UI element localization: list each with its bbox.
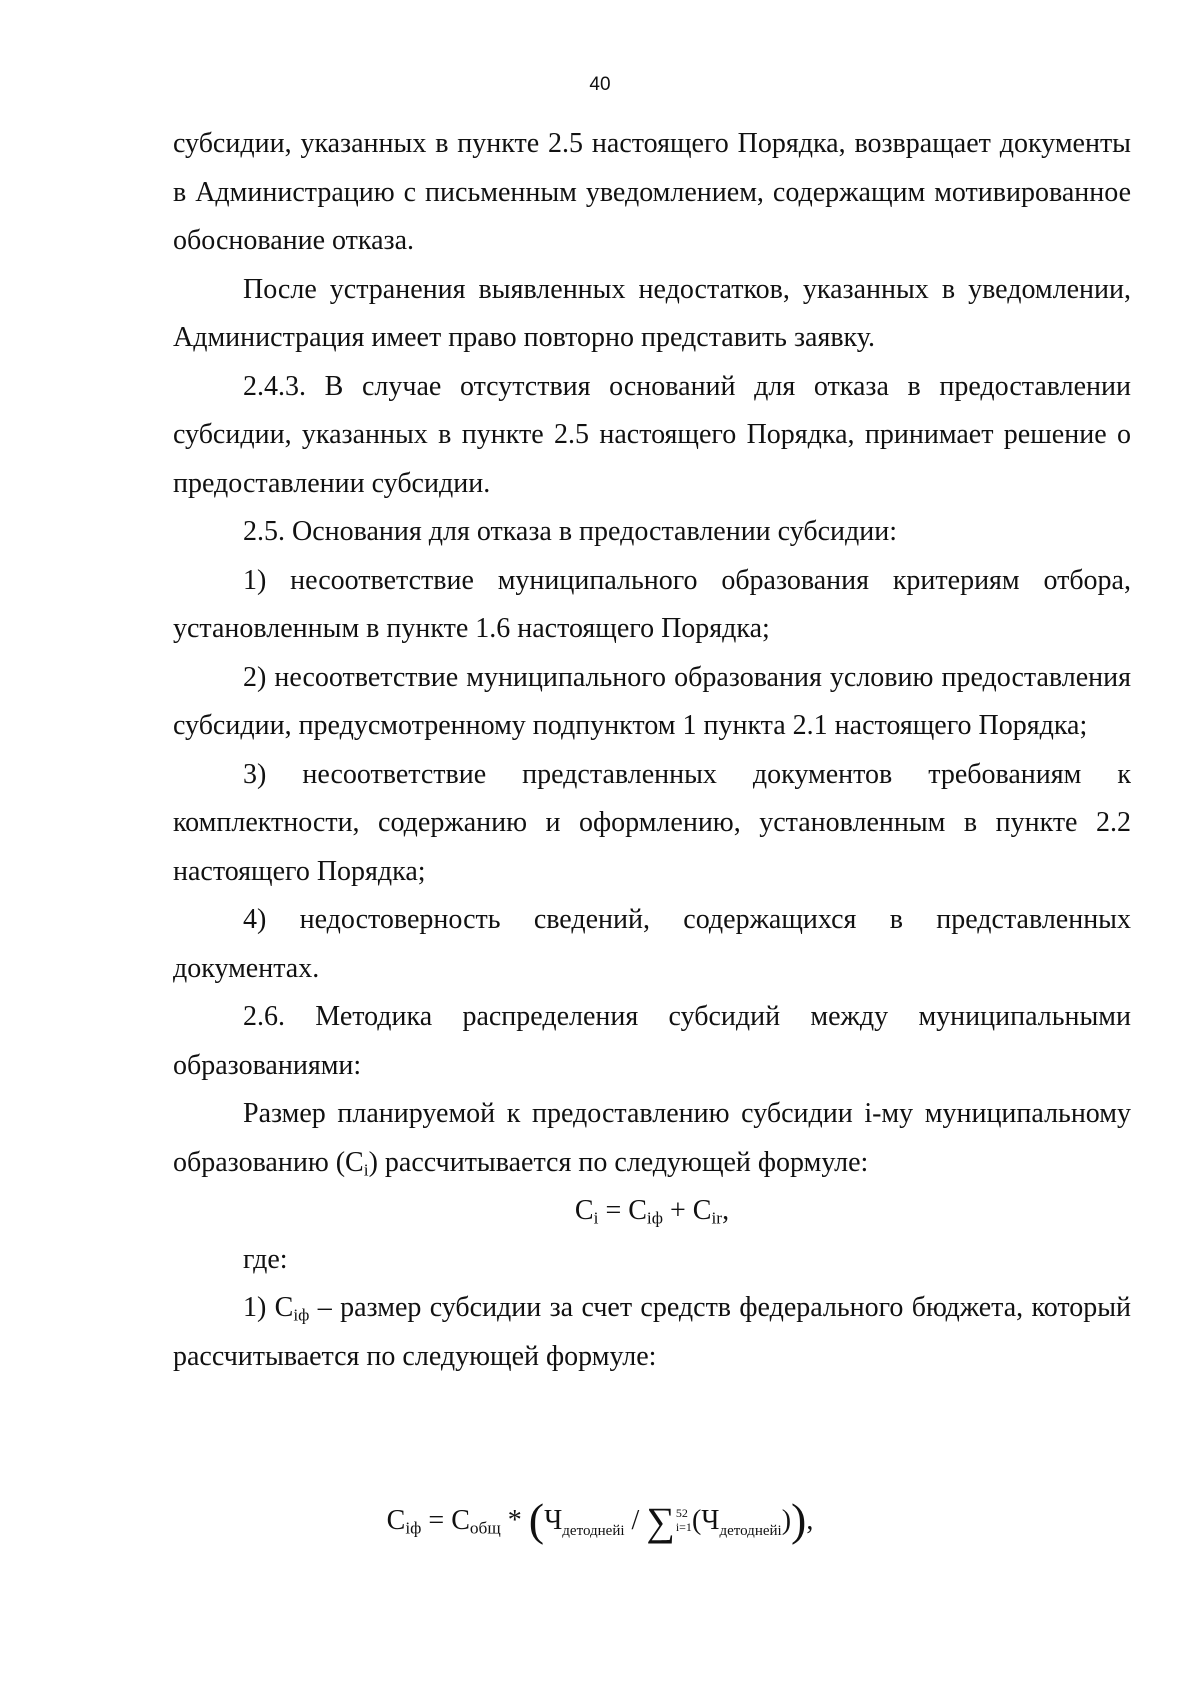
formula-symbol: = C bbox=[421, 1505, 470, 1536]
paragraph-text: Размер планируемой к предоставлению субсидии i-му муниципальному образованию (C bbox=[173, 1098, 1131, 1178]
formula-symbol: Ч bbox=[544, 1505, 563, 1536]
page-number: 40 bbox=[589, 74, 611, 95]
formula-cif bbox=[0, 1493, 1200, 1546]
formula-symbol: , bbox=[722, 1195, 730, 1226]
formula-symbol: / bbox=[624, 1505, 647, 1536]
sum-upper-limit: 52 bbox=[675, 1506, 688, 1520]
subscript: i bbox=[363, 1159, 369, 1179]
paragraph: субсидии, указанных в пункте 2.5 настоящего Порядка, возвращает документы в Администрацию с письменным уведомлением, содержащим мотивированное обоснование отказа. bbox=[173, 128, 1131, 256]
formula-symbol: , bbox=[806, 1505, 814, 1536]
formula-symbol: C bbox=[386, 1505, 406, 1536]
document-body bbox=[173, 120, 1131, 1381]
paragraph-where: где: bbox=[243, 1243, 288, 1275]
paragraph: 2.4.3. В случае отсутствия оснований для отказа в предоставлении субсидии, указанных в пункте 2.5 настоящего Порядка, принимает решение о предоставлении субсидии. bbox=[173, 370, 1131, 499]
sum-lower-limit: i=1 bbox=[675, 1520, 692, 1534]
sum-symbol: ∑ bbox=[646, 1499, 675, 1544]
subscript: общ bbox=[469, 1518, 501, 1538]
paragraph-text: – размер субсидии за счет средств федерального бюджета, который рассчитывается по следующей формуле: bbox=[173, 1292, 1132, 1372]
formula-symbol: * bbox=[500, 1505, 529, 1536]
paragraph: 2) несоответствие муниципального образования условию предоставления субсидии, предусмотренному подпунктом 1 пункта 2.1 настоящего Порядка; bbox=[173, 661, 1131, 741]
paragraph: После устранения выявленных недостатков, указанных в уведомлении, Администрация имеет право повторно представить заявку. bbox=[173, 273, 1131, 353]
paragraph: 1) несоответствие муниципального образования критериям отбора, установленным в пункте 1.6 настоящего Порядка; bbox=[173, 564, 1131, 644]
subscript: iф bbox=[646, 1208, 663, 1228]
right-paren: ) bbox=[791, 1494, 807, 1545]
paragraph: 3) несоответствие представленных документов требованиям к комплектности, содержанию и оформлению, установленным в пункте 2.2 настоящего Порядка; bbox=[173, 758, 1131, 887]
paragraph: 2.6. Методика распределения субсидий между муниципальными образованиями: bbox=[173, 1001, 1131, 1081]
paragraph bbox=[173, 1284, 1131, 1381]
paragraph bbox=[173, 1090, 1131, 1187]
formula-ci bbox=[173, 1187, 1131, 1236]
subscript: детоднейi bbox=[719, 1523, 782, 1539]
formula-symbol: (Ч bbox=[691, 1505, 720, 1536]
paragraph: 4) недостоверность сведений, содержащихся в представленных документах. bbox=[173, 904, 1131, 984]
subscript: iф bbox=[405, 1518, 422, 1538]
paragraph-text: 1) C bbox=[243, 1292, 294, 1323]
formula-symbol: ) bbox=[781, 1505, 792, 1536]
paragraph: 2.5. Основания для отказа в предоставлении субсидии: bbox=[243, 516, 898, 547]
sum-limits bbox=[676, 1506, 692, 1534]
formula-symbol: + C bbox=[662, 1195, 712, 1226]
subscript: детоднейi bbox=[562, 1523, 625, 1539]
subscript: iф bbox=[293, 1305, 310, 1325]
subscript: ir bbox=[711, 1208, 723, 1228]
formula-symbol: = C bbox=[598, 1195, 647, 1226]
formula-symbol: C bbox=[574, 1195, 594, 1226]
subscript: i bbox=[593, 1208, 599, 1228]
left-paren: ( bbox=[528, 1494, 545, 1545]
paragraph-text: ) рассчитывается по следующей формуле: bbox=[368, 1146, 869, 1178]
